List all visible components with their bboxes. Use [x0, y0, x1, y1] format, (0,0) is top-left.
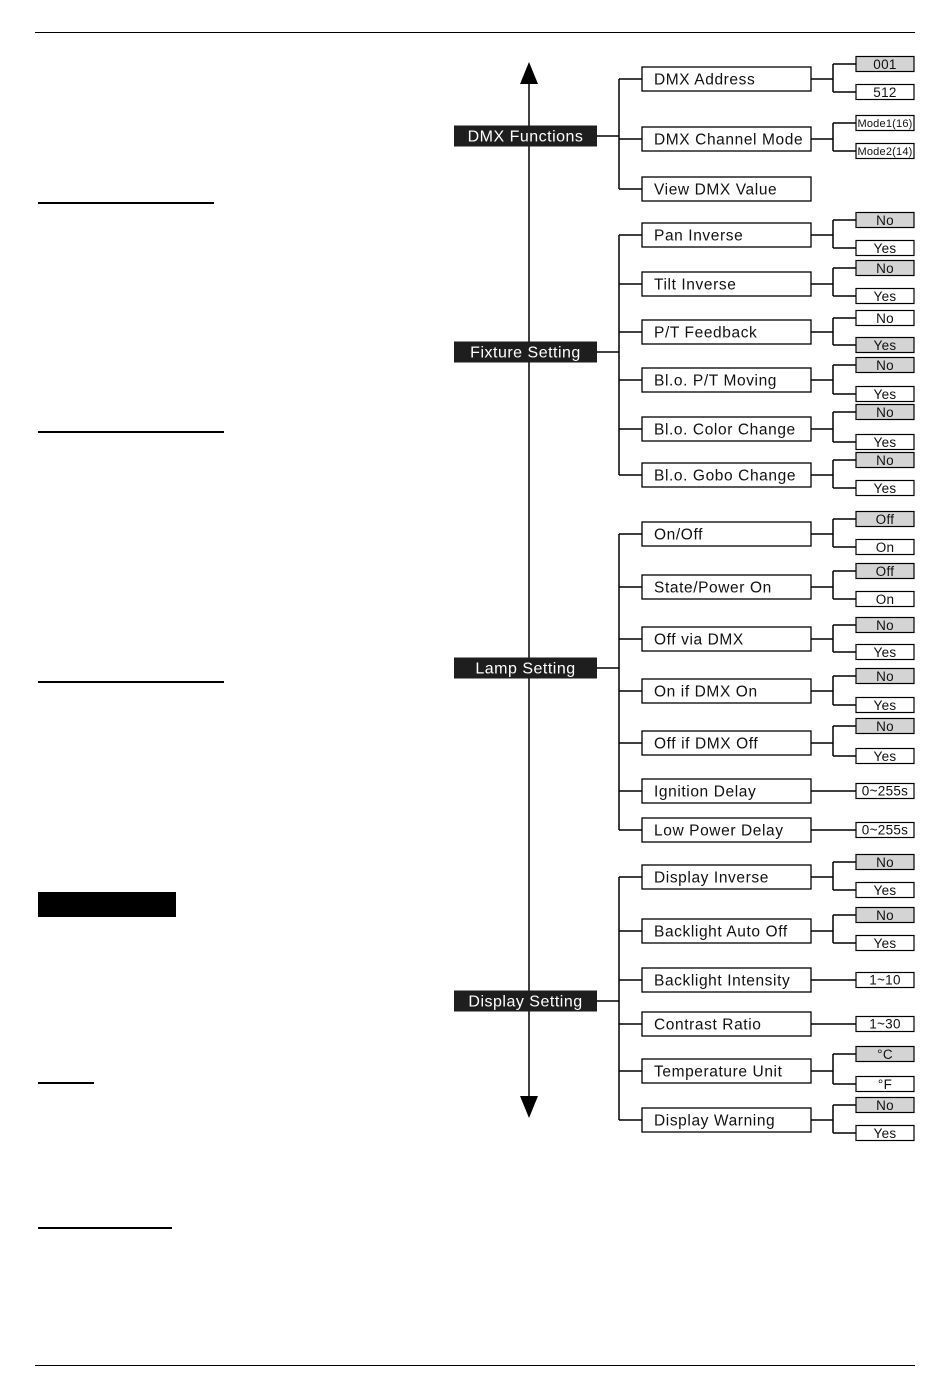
category-group: [454, 213, 914, 496]
option-label: Yes: [873, 434, 897, 450]
option-box[interactable]: [856, 405, 914, 420]
option-label: No: [876, 357, 894, 373]
category-label: Display Setting: [468, 993, 583, 1011]
menu-item-backlight-auto-off[interactable]: [619, 908, 914, 951]
option-label: 0~255s: [861, 822, 909, 838]
option-label: Yes: [873, 697, 897, 713]
option-box[interactable]: [856, 435, 914, 450]
option-label: Mode1(16): [857, 118, 913, 130]
category-fixture-setting[interactable]: [454, 342, 597, 363]
option-box[interactable]: [856, 512, 914, 527]
item-label: Tilt Inverse: [654, 276, 737, 294]
option-box[interactable]: [856, 883, 914, 898]
option-label: No: [876, 260, 894, 276]
menu-spine: [520, 62, 538, 1118]
menu-item-off-if-dmx-off[interactable]: [619, 719, 914, 764]
option-label: 512: [873, 84, 897, 100]
item-label: On if DMX On: [654, 683, 758, 701]
option-box[interactable]: [856, 1017, 914, 1032]
item-label: Bl.o. P/T Moving: [654, 372, 778, 390]
menu-item-bl-o-gobo-change[interactable]: [619, 453, 914, 496]
category-label: DMX Functions: [467, 128, 584, 146]
option-box[interactable]: [856, 592, 914, 607]
menu-item-display-inverse[interactable]: [619, 855, 914, 898]
option-label: No: [876, 854, 894, 870]
option-label: Yes: [873, 480, 897, 496]
option-box[interactable]: [856, 57, 914, 72]
option-box[interactable]: [856, 645, 914, 660]
option-box[interactable]: [856, 144, 914, 159]
option-label: Yes: [873, 935, 897, 951]
category-lamp-setting[interactable]: [454, 658, 597, 679]
option-box[interactable]: [856, 540, 914, 555]
option-box[interactable]: [856, 564, 914, 579]
option-box[interactable]: [856, 213, 914, 228]
option-box[interactable]: [856, 387, 914, 402]
menu-item-dmx-address[interactable]: [619, 57, 914, 100]
arrow-up-icon: [520, 62, 538, 84]
option-label: Yes: [873, 240, 897, 256]
menu-item-temperature-unit[interactable]: [619, 1047, 914, 1092]
item-label: Temperature Unit: [654, 1063, 783, 1081]
menu-item-off-via-dmx[interactable]: [619, 618, 914, 660]
item-label: View DMX Value: [654, 181, 778, 199]
option-label: No: [876, 1097, 894, 1113]
option-label: No: [876, 212, 894, 228]
option-box[interactable]: [856, 338, 914, 353]
category-label: Lamp Setting: [475, 660, 576, 678]
option-label: No: [876, 617, 894, 633]
option-box[interactable]: [856, 719, 914, 734]
option-label: Yes: [873, 748, 897, 764]
item-label: State/Power On: [654, 579, 772, 597]
option-box[interactable]: [856, 618, 914, 633]
category-label: Fixture Setting: [470, 344, 581, 362]
option-label: No: [876, 718, 894, 734]
menu-item-display-warning[interactable]: [619, 1098, 914, 1141]
option-label: °F: [877, 1076, 893, 1092]
option-label: 001: [873, 56, 897, 72]
category-group: [454, 512, 914, 843]
option-label: °C: [877, 1046, 893, 1062]
option-label: Yes: [873, 644, 897, 660]
option-box[interactable]: [856, 669, 914, 684]
category-dmx-functions[interactable]: [454, 126, 597, 147]
option-box[interactable]: [856, 453, 914, 468]
option-box[interactable]: [856, 85, 914, 100]
option-box[interactable]: [856, 116, 914, 131]
option-box[interactable]: [856, 749, 914, 764]
option-label: 1~10: [869, 972, 901, 988]
menu-item-view-dmx-value[interactable]: [619, 177, 811, 201]
option-label: Mode2(14): [857, 146, 913, 158]
menu-branches: [454, 57, 914, 1141]
option-label: No: [876, 907, 894, 923]
option-box[interactable]: [856, 936, 914, 951]
item-label: Display Inverse: [654, 869, 769, 887]
option-label: On: [875, 539, 895, 555]
menu-item-on-if-dmx-on[interactable]: [619, 669, 914, 713]
item-label: DMX Address: [654, 71, 756, 89]
menu-item-p-t-feedback[interactable]: [619, 311, 914, 353]
option-label: Yes: [873, 386, 897, 402]
option-label: Yes: [873, 288, 897, 304]
option-box[interactable]: [856, 261, 914, 276]
option-label: No: [876, 404, 894, 420]
menu-item-low-power-delay[interactable]: [619, 818, 914, 842]
option-box[interactable]: [856, 784, 914, 799]
item-label: On/Off: [654, 526, 703, 544]
option-box[interactable]: [856, 1098, 914, 1113]
option-box[interactable]: [856, 481, 914, 496]
option-box[interactable]: [856, 973, 914, 988]
option-label: Off: [875, 563, 895, 579]
option-label: Yes: [873, 1125, 897, 1141]
menu-item-dmx-channel-mode[interactable]: [619, 116, 914, 159]
menu-item-contrast-ratio[interactable]: [619, 1012, 914, 1036]
menu-item-backlight-intensity[interactable]: [619, 968, 914, 992]
option-label: 1~30: [869, 1016, 901, 1032]
option-label: Off: [875, 511, 895, 527]
menu-item-state-power-on[interactable]: [619, 564, 914, 607]
item-label: Backlight Auto Off: [654, 923, 788, 941]
item-label: Display Warning: [654, 1112, 776, 1130]
menu-item-ignition-delay[interactable]: [619, 779, 914, 803]
option-label: No: [876, 310, 894, 326]
option-box[interactable]: [856, 1077, 914, 1092]
option-box[interactable]: [856, 311, 914, 326]
option-label: Yes: [873, 337, 897, 353]
item-label: Backlight Intensity: [654, 972, 791, 990]
option-box[interactable]: [856, 823, 914, 838]
item-label: Bl.o. Gobo Change: [654, 467, 797, 485]
option-box[interactable]: [856, 1126, 914, 1141]
option-box[interactable]: [856, 289, 914, 304]
item-label: Off via DMX: [654, 631, 744, 649]
item-label: P/T Feedback: [654, 324, 758, 342]
option-box[interactable]: [856, 855, 914, 870]
arrow-down-icon: [520, 1096, 538, 1118]
item-label: Off if DMX Off: [654, 735, 759, 753]
option-box[interactable]: [856, 241, 914, 256]
option-box[interactable]: [856, 698, 914, 713]
menu-item-pan-inverse[interactable]: [619, 213, 914, 256]
option-label: No: [876, 668, 894, 684]
option-label: No: [876, 452, 894, 468]
item-label: Low Power Delay: [654, 822, 784, 840]
option-box[interactable]: [856, 908, 914, 923]
item-label: Contrast Ratio: [654, 1016, 762, 1034]
menu-item-bl-o-color-change[interactable]: [619, 405, 914, 450]
item-label: DMX Channel Mode: [654, 131, 804, 149]
menu-item-bl-o-p-t-moving[interactable]: [619, 358, 914, 402]
menu-item-on-off[interactable]: [619, 512, 914, 555]
option-label: Yes: [873, 882, 897, 898]
option-box[interactable]: [856, 358, 914, 373]
category-display-setting[interactable]: [454, 991, 597, 1012]
option-box[interactable]: [856, 1047, 914, 1062]
option-label: On: [875, 591, 895, 607]
option-label: 0~255s: [861, 783, 909, 799]
item-label: Pan Inverse: [654, 227, 744, 245]
item-label: Ignition Delay: [654, 783, 757, 801]
menu-item-tilt-inverse[interactable]: [619, 261, 914, 304]
item-label: Bl.o. Color Change: [654, 421, 796, 439]
